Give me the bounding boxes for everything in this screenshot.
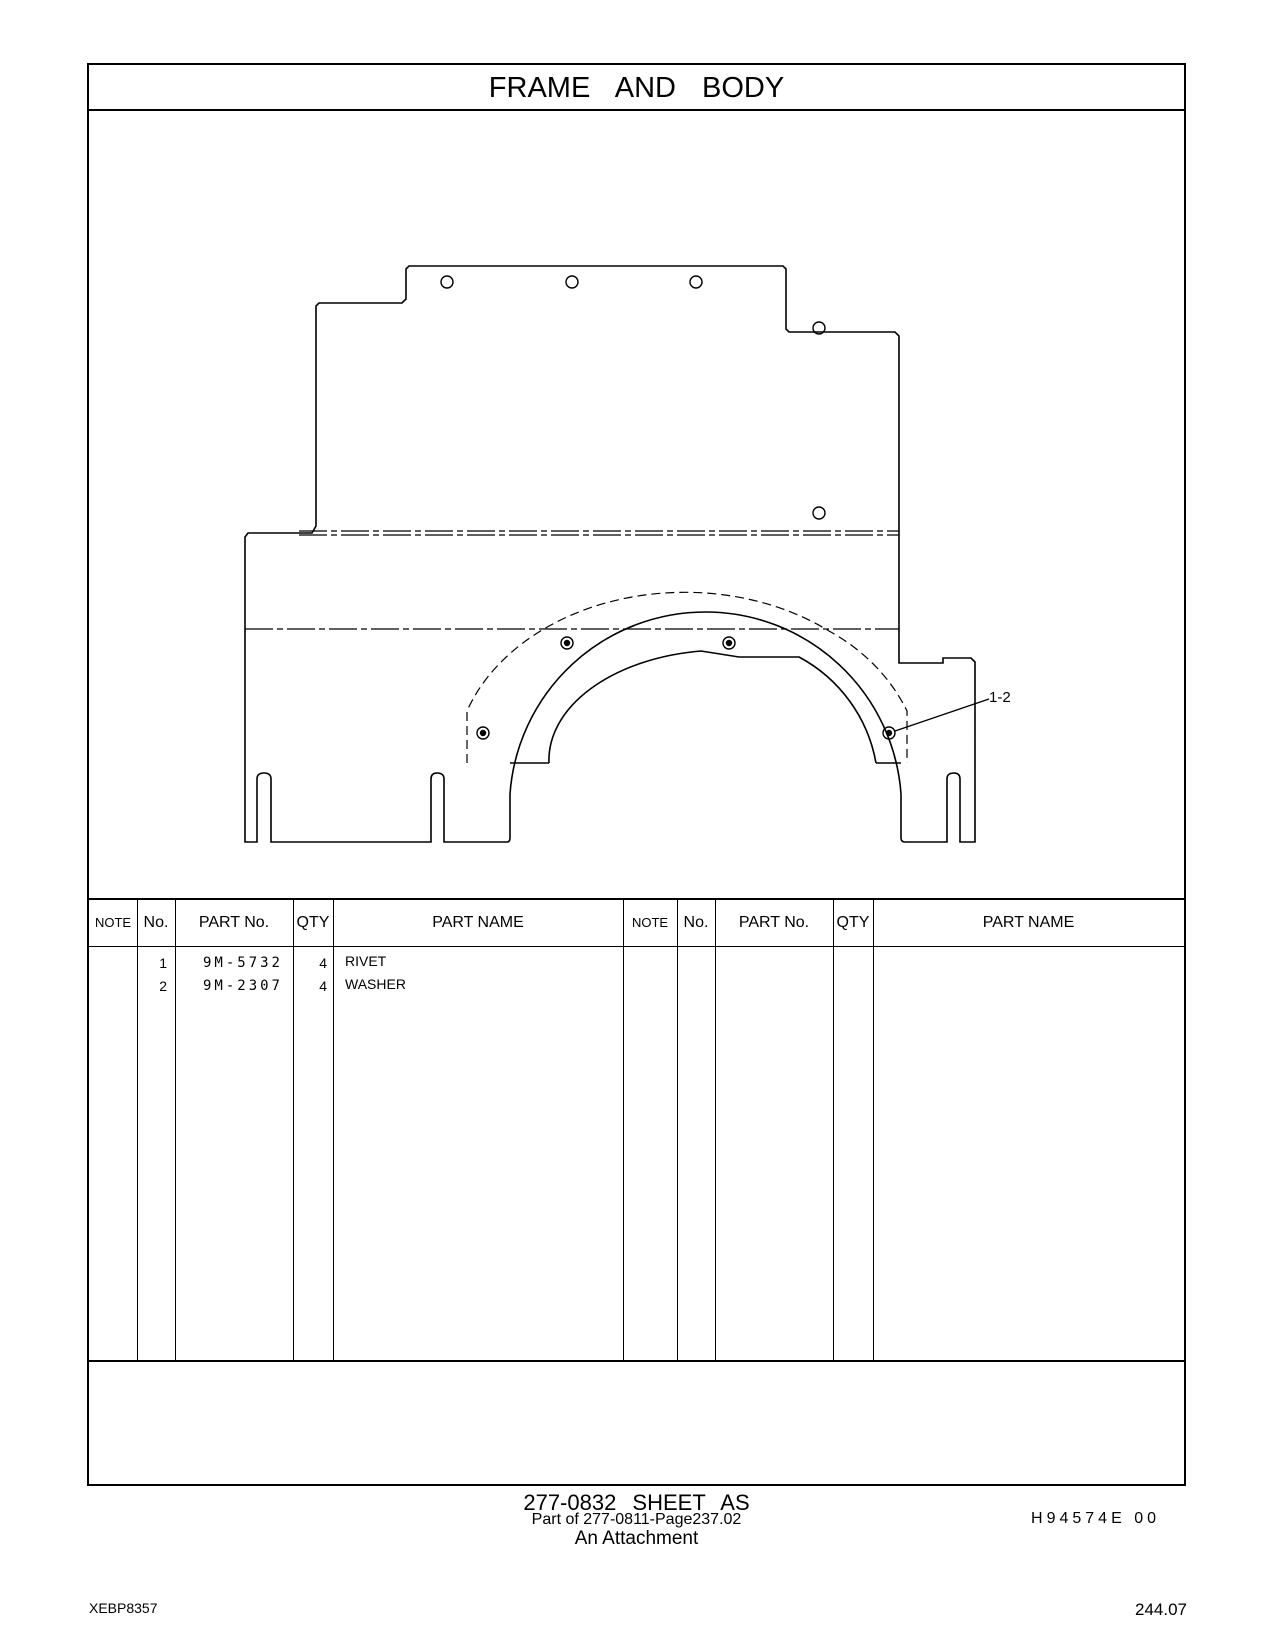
header-qty-left: QTY: [296, 914, 330, 931]
header-qty-right: QTY: [836, 914, 870, 931]
sheet-illustration: [89, 111, 1184, 898]
parts-drawing: [89, 111, 1184, 898]
callout-label: 1-2: [989, 689, 1011, 706]
row-2-no: 2: [159, 978, 167, 994]
parts-table: [89, 898, 1184, 1362]
page-title: FRAME AND BODY: [89, 65, 1184, 111]
table-header: [89, 900, 1184, 947]
row-2-qty: 4: [319, 978, 327, 994]
header-partname-right: PART NAME: [982, 914, 1075, 931]
header-note-left: NOTE: [94, 915, 132, 930]
row-1-qty: 4: [319, 955, 327, 971]
row-2-part-no: 9M-2307: [202, 978, 283, 994]
column-divider: [833, 900, 834, 1360]
illustration-code: H94574E 00: [1031, 1510, 1160, 1527]
page-number: 244.07: [1135, 1600, 1187, 1619]
row-1-no: 1: [159, 955, 167, 971]
part-of-reference: Part of 277-0811-Page237.02: [531, 1511, 742, 1528]
header-partno-right: PART No.: [738, 914, 810, 931]
column-divider: [677, 900, 678, 1360]
column-divider: [623, 900, 624, 1360]
assembly-title: 277-0832 SHEET AS: [523, 1490, 750, 1515]
column-divider: [333, 900, 334, 1360]
header-partname-left: PART NAME: [432, 914, 524, 931]
column-divider: [873, 900, 874, 1360]
document-id: XEBP8357: [89, 1600, 158, 1616]
attachment-label: An Attachment: [574, 1528, 699, 1549]
row-1-part-name: RIVET: [345, 953, 387, 969]
header-no-left: No.: [143, 914, 169, 931]
row-2-part-name: WASHER: [345, 976, 406, 992]
column-divider: [715, 900, 716, 1360]
header-note-right: NOTE: [631, 915, 669, 930]
row-1-part-no: 9M-5732: [202, 955, 283, 971]
header-partno-left: PART No.: [198, 914, 270, 931]
header-no-right: No.: [683, 914, 709, 931]
